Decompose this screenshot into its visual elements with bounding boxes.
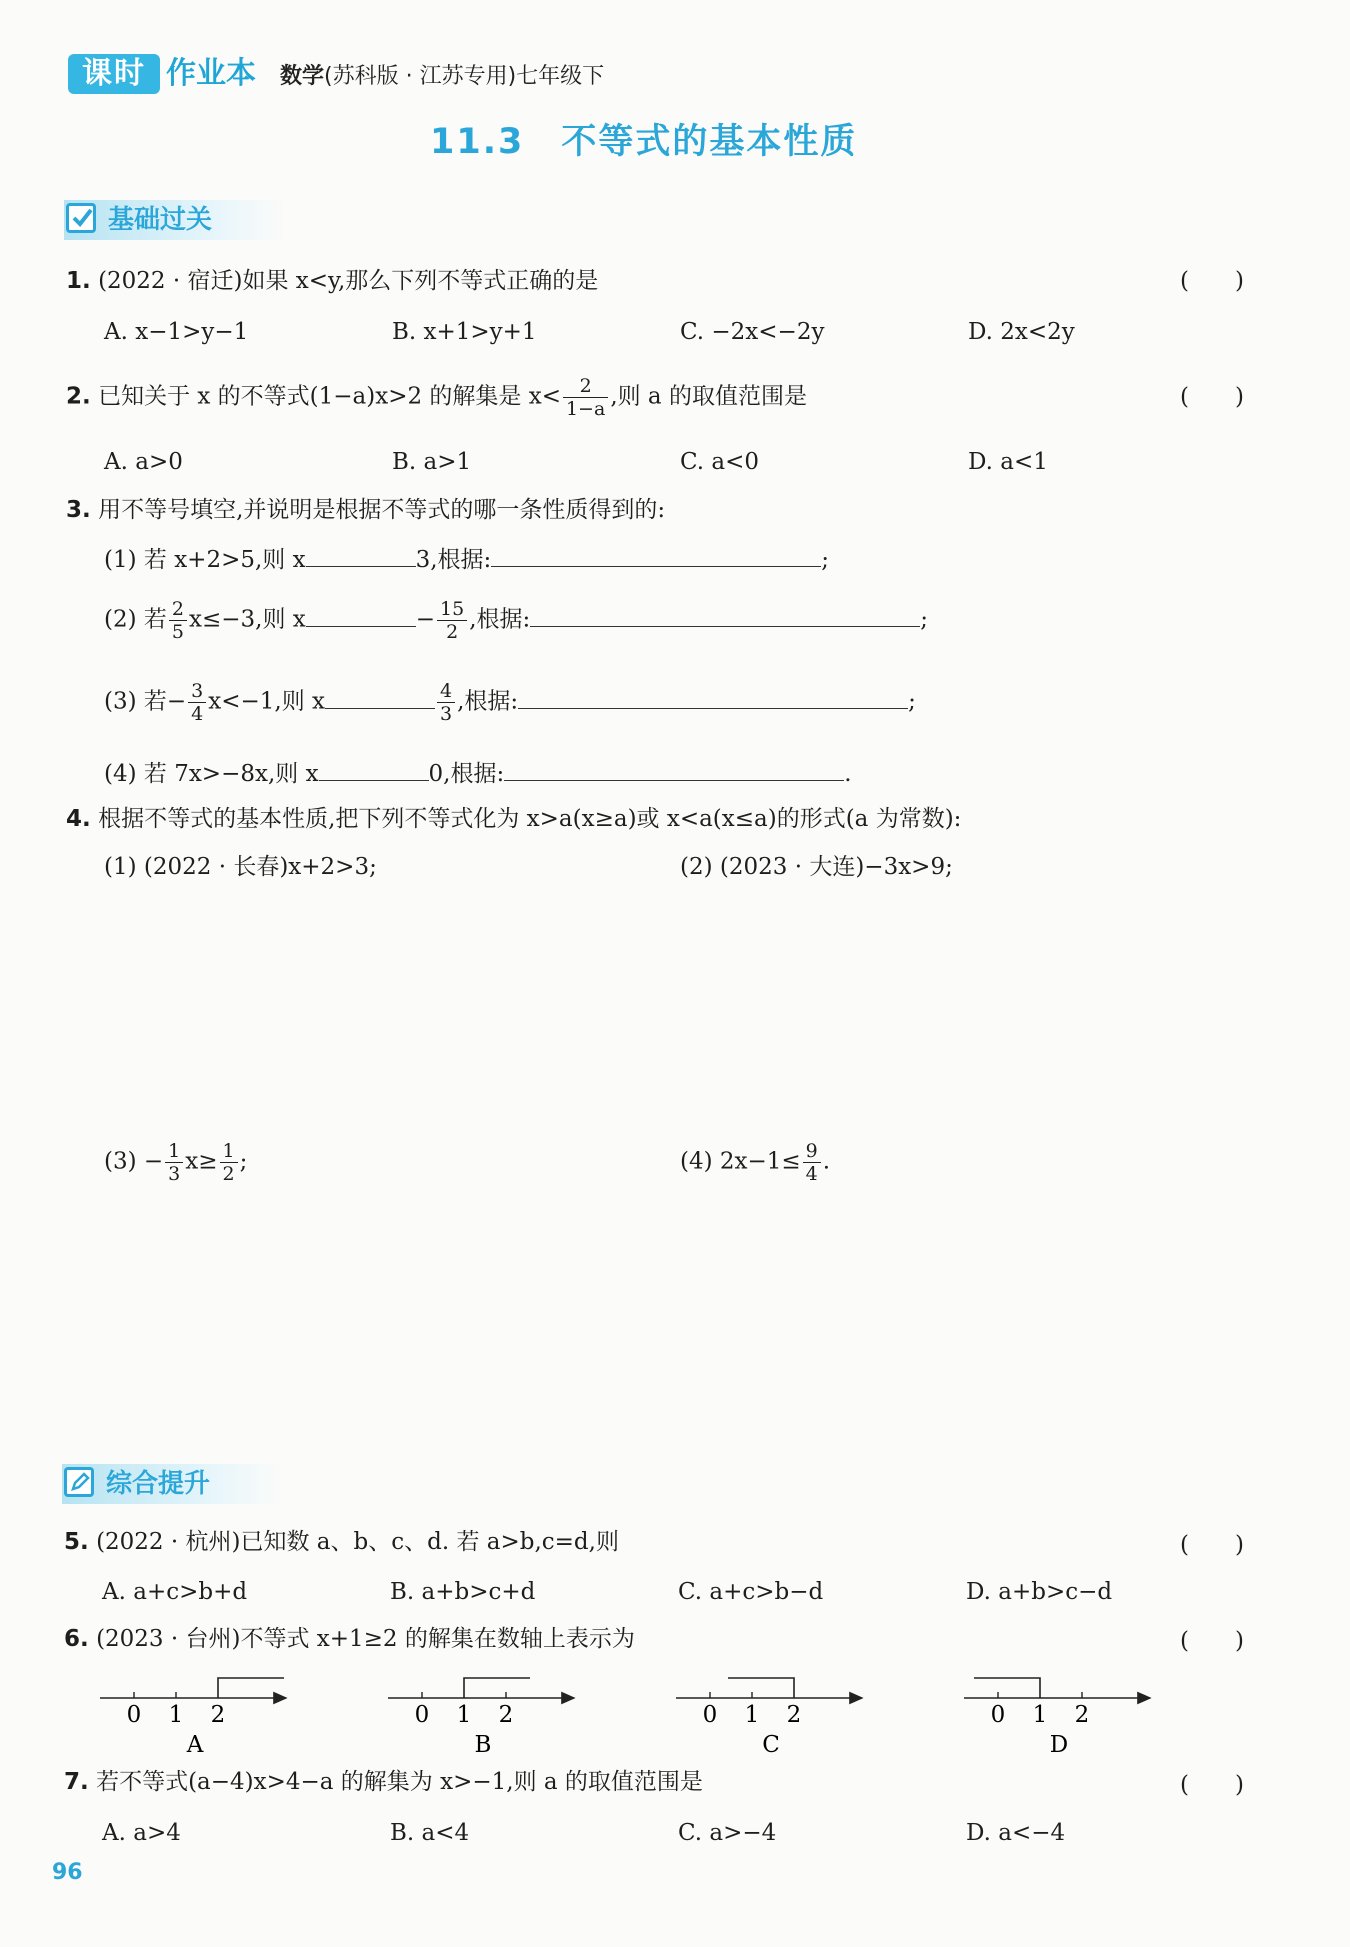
question-number: 4. — [66, 806, 91, 832]
option-b[interactable]: B. a+b>c+d — [390, 1579, 536, 1605]
question-stem: 若不等式(a−4)x>4−a 的解集为 x>−1,则 a 的取值范围是 — [96, 1769, 703, 1795]
svg-text:2: 2 — [1074, 1702, 1090, 1728]
option-c[interactable]: C. a<0 — [680, 449, 760, 475]
reason-blank[interactable] — [491, 540, 821, 567]
svg-text:D: D — [1049, 1732, 1069, 1758]
reason-blank[interactable] — [530, 600, 920, 627]
number-line-d[interactable] — [964, 1678, 1150, 1758]
question-stem: 根据不等式的基本性质,把下列不等式化为 x>a(x≥a)或 x<a(x≤a)的形式(a 为常数): — [98, 806, 962, 832]
option-d[interactable]: D. 2x<2y — [968, 319, 1075, 345]
q3-part-3: (3) 若− $\frac{3}{4}$ x<−1,则 x $\frac{4}{3}$ ,根据: ; — [104, 680, 916, 725]
fraction: $\frac{1}{2}$ — [220, 1140, 238, 1185]
checkbox-icon — [66, 203, 96, 233]
option-b[interactable]: B. a>1 — [392, 449, 472, 475]
question-number: 5. — [64, 1529, 89, 1555]
pencil-icon — [64, 1467, 94, 1497]
svg-text:2: 2 — [498, 1702, 514, 1728]
question-number: 2. — [66, 383, 91, 410]
option-b[interactable]: B. x+1>y+1 — [392, 319, 537, 345]
question-stem: (2022 · 宿迁)如果 x<y,那么下列不等式正确的是 — [98, 268, 599, 294]
fraction: $\frac{2}{5}$ — [169, 598, 187, 643]
question-2 — [66, 375, 807, 420]
fraction: $\frac{1}{3}$ — [165, 1140, 183, 1185]
question-4 — [66, 802, 961, 836]
question-stem: 用不等号填空,并说明是根据不等式的哪一条性质得到的: — [98, 497, 666, 523]
option-a[interactable]: A. a>0 — [104, 449, 183, 475]
question-stem: 已知关于 x 的不等式(1−a)x>2 的解集是 x< — [98, 383, 561, 410]
logo: 课时 — [68, 54, 160, 94]
section-label: 基础过关 — [108, 205, 213, 235]
question-5 — [64, 1525, 619, 1559]
option-b[interactable]: B. a<4 — [390, 1820, 470, 1846]
svg-text:1: 1 — [1032, 1702, 1048, 1728]
svg-text:2: 2 — [786, 1702, 802, 1728]
question-stem: (2022 · 杭州)已知数 a、b、c、d. 若 a>b,c=d,则 — [96, 1529, 619, 1555]
answer-paren[interactable]: ( ) — [1180, 1532, 1244, 1558]
option-d[interactable]: D. a+b>c−d — [966, 1579, 1113, 1605]
option-c[interactable]: C. a>−4 — [678, 1820, 777, 1846]
fraction: $\frac{3}{4}$ — [188, 680, 206, 725]
option-a[interactable]: A. a+c>b+d — [102, 1579, 248, 1605]
q4-part-1: (1) (2022 · 长春)x+2>3; — [104, 854, 377, 880]
question-1 — [66, 264, 598, 298]
answer-blank[interactable] — [319, 754, 429, 781]
svg-text:0: 0 — [126, 1702, 142, 1728]
chapter-title: 11.3 不等式的基本性质 — [430, 122, 858, 162]
question-number: 3. — [66, 497, 91, 523]
q3-part-1: (1) 若 x+2>5,则 x 3,根据: ; — [104, 540, 829, 577]
section-label: 综合提升 — [106, 1469, 211, 1499]
q4-part-4: (4) 2x−1≤ $\frac{9}{4}$ . — [680, 1140, 831, 1185]
answer-paren[interactable]: ( ) — [1180, 1628, 1244, 1654]
answer-blank[interactable] — [325, 682, 435, 709]
question-stem: (2023 · 台州)不等式 x+1≥2 的解集在数轴上表示为 — [96, 1626, 635, 1652]
svg-text:A: A — [186, 1732, 204, 1758]
page-number: 96 — [52, 1860, 83, 1885]
q4-part-3: (3) − $\frac{1}{3}$ x≥ $\frac{1}{2}$ ; — [104, 1140, 248, 1185]
svg-text:0: 0 — [414, 1702, 430, 1728]
svg-text:B: B — [474, 1732, 492, 1758]
svg-text:C: C — [762, 1732, 780, 1758]
answer-blank[interactable] — [306, 540, 416, 567]
edition: (苏科版 · 江苏专用)七年级下 — [324, 64, 605, 89]
fraction: $\frac{4}{3}$ — [437, 680, 455, 725]
question-3 — [66, 493, 665, 527]
svg-text:1: 1 — [168, 1702, 184, 1728]
answer-paren[interactable]: ( ) — [1180, 384, 1244, 410]
subject: 数学 — [280, 64, 325, 89]
q3-part-4: (4) 若 7x>−8x,则 x 0,根据: . — [104, 754, 852, 791]
logo-suffix: 作业本 — [166, 56, 256, 91]
svg-text:2: 2 — [210, 1702, 226, 1728]
section-advanced — [62, 1464, 282, 1504]
answer-paren[interactable]: ( ) — [1180, 1772, 1244, 1798]
question-6 — [64, 1622, 635, 1656]
option-a[interactable]: A. x−1>y−1 — [104, 319, 249, 345]
reason-blank[interactable] — [518, 682, 908, 709]
number-line-options — [96, 1668, 1176, 1758]
q3-part-2: (2) 若 $\frac{2}{5}$ x≤−3,则 x − $\frac{15}{2}$ ,根据: ; — [104, 598, 929, 643]
option-c[interactable]: C. −2x<−2y — [680, 319, 825, 345]
reason-blank[interactable] — [504, 754, 844, 781]
number-line-c[interactable] — [676, 1678, 862, 1758]
question-stem-tail: ,则 a 的取值范围是 — [610, 383, 807, 410]
q4-part-2: (2) (2023 · 大连)−3x>9; — [680, 854, 953, 880]
book-info — [280, 60, 604, 94]
fraction: $\frac{15}{2}$ — [437, 598, 467, 643]
question-number: 1. — [66, 268, 91, 294]
option-a[interactable]: A. a>4 — [102, 1820, 181, 1846]
question-number: 7. — [64, 1769, 89, 1795]
fraction: $\frac{9}{4}$ — [803, 1140, 821, 1185]
answer-paren[interactable]: ( ) — [1180, 268, 1244, 294]
number-line-b[interactable] — [388, 1678, 574, 1758]
option-d[interactable]: D. a<1 — [968, 449, 1048, 475]
svg-text:0: 0 — [990, 1702, 1006, 1728]
svg-text:1: 1 — [456, 1702, 472, 1728]
number-line-a[interactable] — [100, 1678, 286, 1758]
section-basic — [64, 200, 284, 240]
svg-text:1: 1 — [744, 1702, 760, 1728]
option-c[interactable]: C. a+c>b−d — [678, 1579, 824, 1605]
question-7 — [64, 1765, 703, 1799]
svg-text:0: 0 — [702, 1702, 718, 1728]
option-d[interactable]: D. a<−4 — [966, 1820, 1066, 1846]
question-number: 6. — [64, 1626, 89, 1652]
fraction: $\frac{2}{1-a}$ — [563, 375, 608, 420]
answer-blank[interactable] — [306, 600, 416, 627]
